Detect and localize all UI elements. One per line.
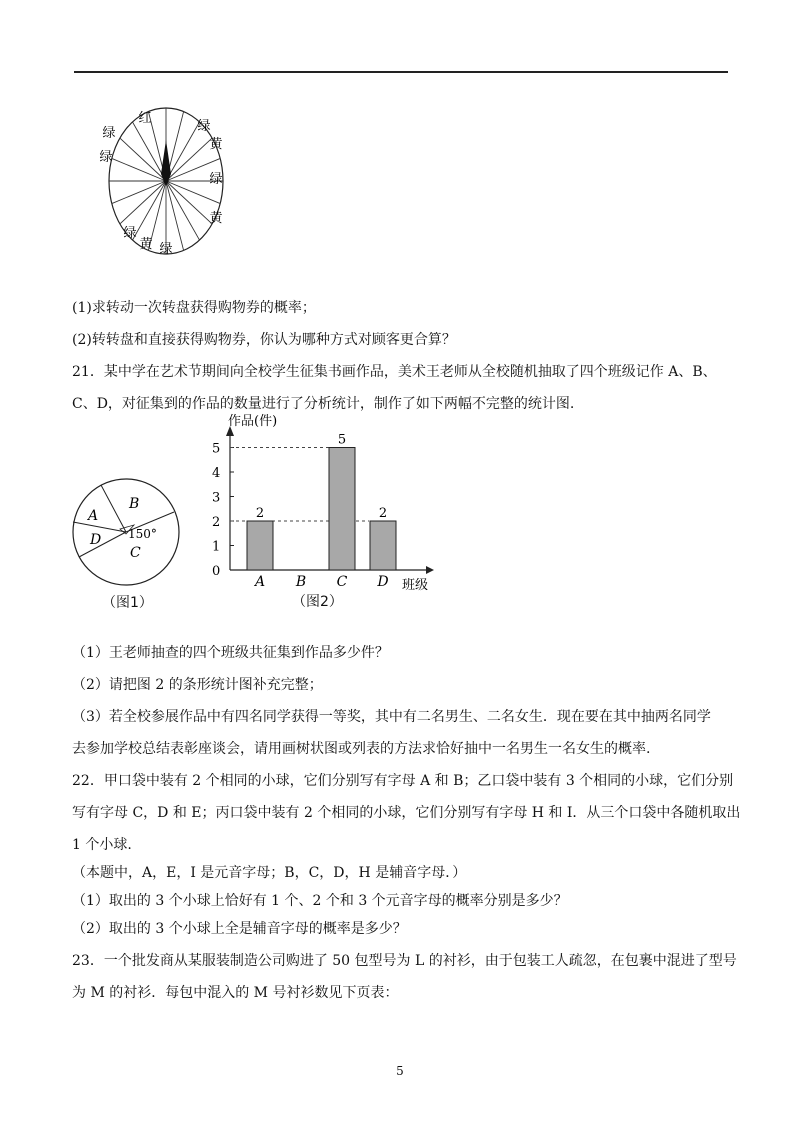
x-tick-label: A — [254, 574, 266, 590]
y-tick-label: 2 — [212, 515, 221, 530]
header-rule — [74, 71, 728, 73]
figure2-caption: （图2） — [292, 594, 343, 610]
wheel-sector-label: 红 — [138, 111, 152, 126]
y-tick-label: 3 — [212, 490, 221, 506]
q23-text-line1: 23．一个批发商从某服装制造公司购进了 50 包型号为 L 的衬衫，由于包装工人疏忽，在包裹中混进了型号 — [72, 953, 737, 969]
spinner-wheel — [99, 104, 226, 257]
wheel-spoke — [112, 181, 166, 204]
pie-angle-label: 150° — [128, 527, 157, 541]
wheel-spoke — [132, 122, 166, 181]
q22-text-line1: 22．甲口袋中装有 2 个相同的小球，它们分别写有字母 A 和 B；乙口袋中装有 3 个相同的小球，它们分别 — [72, 773, 734, 789]
q21-text-line1: 21．某中学在艺术节期间向全校学生征集书画作品，美术王老师从全校随机抽取了四个班级记作 A、B、 — [72, 364, 717, 380]
pie-label-b: B — [129, 496, 140, 512]
wheel-sector-label: 绿 — [197, 119, 211, 134]
q22-sub2: （2）取出的 3 个小球上全是辅音字母的概率是多少？ — [72, 921, 407, 937]
q21-text-line2: C、D，对征集到的作品的数量进行了分析统计，制作了如下两幅不完整的统计图. — [72, 396, 575, 412]
wheel-spoke — [166, 138, 212, 181]
bar-chart-figure2 — [208, 412, 438, 598]
q22-text-line3: 1 个小球. — [72, 837, 132, 853]
q22-note: （本题中，A，E，I 是元音字母；B，C，D，H 是辅音字母．） — [72, 865, 467, 881]
wheel-spoke — [120, 138, 166, 181]
y-tick-label: 5 — [212, 441, 221, 457]
wheel-spoke — [166, 181, 200, 240]
wheel-sector-label: 绿 — [159, 242, 173, 257]
wheel-spoke — [120, 181, 166, 224]
wheel-sector-label: 绿 — [102, 126, 116, 141]
q20-part1: (1)求转动一次转盘获得购物券的概率； — [72, 300, 316, 316]
wheel-spoke — [166, 181, 212, 224]
bar — [329, 448, 355, 571]
wheel-sector-label: 绿 — [99, 150, 113, 165]
q22-text-line2: 写有字母 C，D 和 E；丙口袋中装有 2 个相同的小球，它们分别写有字母 H 和 I．从三个口袋中各随机取出 — [72, 805, 741, 821]
bar-data-label: 2 — [255, 506, 265, 521]
bar-data-label: 5 — [337, 432, 347, 448]
q21-sub1: （1）王老师抽查的四个班级共征集到作品多少件？ — [72, 645, 389, 661]
x-axis-label: 班级 — [402, 578, 429, 593]
q20-part2: (2)转转盘和直接获得购物券，你认为哪种方式对顾客更合算？ — [72, 332, 456, 348]
pie-label-d: D — [90, 532, 102, 548]
pie-chart-figure1 — [70, 482, 182, 582]
wheel-sector-label: 黄 — [139, 237, 153, 252]
q21-sub2: （2）请把图 2 的条形统计图补充完整； — [72, 677, 323, 693]
bar — [370, 521, 396, 570]
wheel-sector-label: 黄 — [209, 137, 223, 152]
x-tick-label: B — [295, 574, 307, 590]
x-tick-label: D — [377, 574, 389, 590]
q23-text-line2: 为 M 的衬衫．每包中混入的 M 号衬衫数见下页表： — [72, 985, 399, 1001]
y-tick-label: 1 — [212, 539, 221, 555]
y-axis-label: 作品(件) — [228, 414, 278, 429]
bar-data-label: 2 — [378, 506, 388, 521]
y-tick-label: 0 — [212, 564, 221, 579]
q21-sub3-line1: （3）若全校参展作品中有四名同学获得一等奖，其中有二名男生、二名女生．现在要在其中抽两名同学 — [72, 709, 711, 725]
wheel-spoke — [166, 181, 184, 250]
y-tick-label: 4 — [212, 466, 221, 481]
wheel-sector-label: 绿 — [209, 172, 223, 187]
wheel-spoke — [112, 158, 166, 181]
wheel-sector-label: 绿 — [123, 226, 137, 241]
wheel-spoke — [166, 122, 200, 181]
wheel-sector-label: 黄 — [209, 211, 223, 226]
x-tick-label: C — [336, 574, 348, 590]
q22-sub1: （1）取出的 3 个小球上恰好有 1 个、2 个和 3 个元音字母的概率分别是多少？ — [72, 893, 568, 909]
figure1-caption: （图1） — [102, 595, 153, 611]
pie-label-a: A — [88, 508, 99, 524]
page-number: 5 — [396, 1064, 404, 1078]
wheel-spoke — [132, 181, 166, 240]
q21-sub3-line2: 去参加学校总结表彰座谈会，请用画树状图或列表的方法求恰好抽中一名男生一名女生的概率. — [72, 741, 651, 757]
x-axis-arrow — [426, 566, 434, 574]
pie-label-c: C — [130, 545, 141, 561]
bar — [247, 521, 273, 570]
